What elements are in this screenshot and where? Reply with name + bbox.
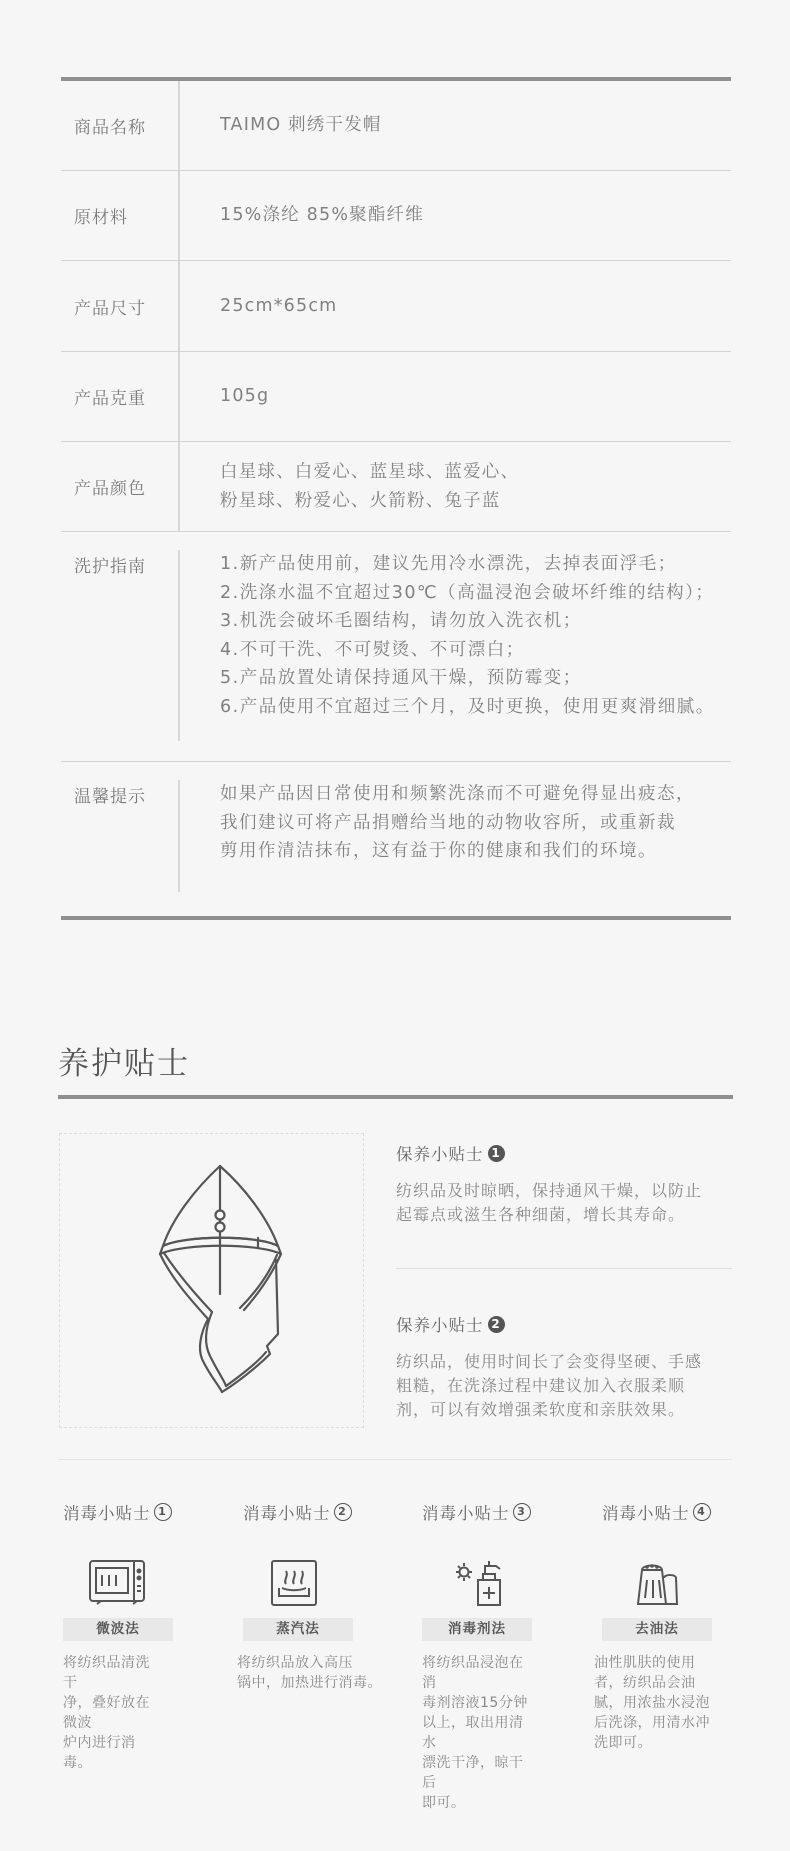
section-divider <box>59 1459 732 1460</box>
disinfect-tip-line: 净，叠好放在微波 <box>63 1695 150 1731</box>
spec-row-care-guide <box>61 532 731 762</box>
care-tip-title-text: 保养小贴士 <box>396 1316 484 1335</box>
care-tip-body <box>396 1350 736 1422</box>
disinfect-tip-line: 即可。 <box>422 1795 466 1811</box>
disinfect-method-tag: 微波法 <box>63 1618 173 1641</box>
spec-value-line: 3.机洗会破坏毛圈结构，请勿放入洗衣机； <box>220 611 582 631</box>
spec-label: 产品颜色 <box>61 442 180 531</box>
spec-value-line: 105g <box>220 386 270 407</box>
spec-value-line: 白星球、白爱心、蓝星球、蓝爱心、 <box>220 462 520 482</box>
number-badge-icon: 1 <box>488 1145 505 1162</box>
spec-row-weight <box>61 352 731 442</box>
disinfect-tip-line: 将纺织品放入高压 <box>237 1655 353 1671</box>
number-badge-icon: 4 <box>693 1503 711 1521</box>
spec-value-line: 25cm*65cm <box>220 295 338 316</box>
spec-row-material <box>61 171 731 261</box>
care-tip-line: 纺织品，使用时间长了会变得坚硬、手感 <box>396 1352 703 1371</box>
disinfect-tip-line: 以上，取出用清水 <box>422 1715 524 1751</box>
spec-label: 产品克重 <box>61 352 180 441</box>
spec-value-line: TAIMO 刺绣干发帽 <box>220 115 382 136</box>
spec-value <box>180 550 731 741</box>
number-badge-icon: 1 <box>154 1503 172 1521</box>
disinfect-tip-body <box>63 1653 163 1773</box>
disinfect-tip-line: 将纺织品浸泡在消 <box>422 1655 524 1691</box>
disinfect-tip-line: 炉内进行消毒。 <box>63 1735 136 1771</box>
disinfect-tip-title <box>602 1500 772 1524</box>
disinfect-method-tag: 蒸汽法 <box>243 1618 353 1641</box>
disinfect-tip-line: 将纺织品清洗干 <box>63 1655 150 1691</box>
disinfect-tip-line: 锅中，加热进行消毒。 <box>237 1675 382 1691</box>
steam-icon <box>269 1558 319 1608</box>
care-tip-title <box>396 1312 736 1336</box>
care-tip-title-text: 保养小贴士 <box>396 1145 484 1164</box>
disinfect-tip-line: 漂洗干净，晾干后 <box>422 1755 524 1791</box>
care-tip-body <box>396 1179 736 1227</box>
disinfect-tip-line: 者，纺织品会油 <box>594 1675 696 1691</box>
spec-value-line: 剪用作清洁抹布，这有益于你的健康和我们的环境。 <box>220 841 657 861</box>
spec-label: 商品名称 <box>61 81 180 170</box>
spec-label: 产品尺寸 <box>61 261 180 351</box>
spec-value <box>180 81 731 170</box>
disinfect-tip-body <box>422 1653 532 1813</box>
care-tip-line: 粗糙，在洗涤过程中建议加入衣服柔顺 <box>396 1376 686 1395</box>
spec-value <box>180 352 731 441</box>
spec-value-line: 4.不可干洗、不可熨烫、不可漂白； <box>220 639 525 660</box>
disinfect-tip-1 <box>63 1500 233 1771</box>
disinfect-tip-title-text: 消毒小贴士 <box>243 1504 331 1523</box>
spec-row-warm-tips <box>61 762 731 916</box>
care-tip-2 <box>396 1312 736 1422</box>
spec-label: 洗护指南 <box>61 550 180 741</box>
disinfect-tip-line: 后洗涤，用清水冲 <box>594 1715 710 1731</box>
disinfect-tip-title-text: 消毒小贴士 <box>422 1504 510 1523</box>
spec-value-line: 我们建议可将产品捐赠给当地的动物收容所，或重新裁 <box>220 812 676 833</box>
spec-value-line: 15%涤纶 85%聚酯纤维 <box>220 205 424 226</box>
spec-row-color <box>61 442 731 532</box>
spec-value-line: 5.产品放置处请保持通风干燥，预防霉变； <box>220 668 582 688</box>
care-tip-line: 剂，可以有效增强柔软度和亲肤效果。 <box>396 1400 686 1419</box>
spec-value-line: 粉星球、粉爱心、火箭粉、兔子蓝 <box>220 490 501 511</box>
number-badge-icon: 2 <box>334 1503 352 1521</box>
care-tip-line: 起霉点或滋生各种细菌，增长其寿命。 <box>396 1205 686 1224</box>
salt-shaker-icon <box>634 1558 680 1608</box>
spec-row-name <box>61 81 731 171</box>
spec-table <box>61 77 731 920</box>
spec-value <box>180 442 731 531</box>
disinfect-method-tag: 去油法 <box>602 1618 712 1641</box>
disinfect-tip-title <box>243 1500 413 1524</box>
disinfect-tip-title-text: 消毒小贴士 <box>63 1504 151 1523</box>
disinfect-tip-title <box>63 1500 233 1524</box>
hair-towel-icon <box>60 1134 365 1429</box>
spec-row-size <box>61 261 731 352</box>
number-badge-icon: 3 <box>513 1503 531 1521</box>
disinfect-tip-line: 洗即可。 <box>594 1735 652 1751</box>
disinfect-method-tag: 消毒剂法 <box>422 1618 532 1641</box>
disinfect-tip-3 <box>422 1500 592 1811</box>
disinfect-tip-title <box>422 1500 592 1524</box>
disinfect-tip-4 <box>594 1500 772 1751</box>
spec-value-line: 2.洗涤水温不宜超过30℃（高温浸泡会破坏纤维的结构）； <box>220 582 715 603</box>
spec-value-line: 如果产品因日常使用和频繁洗涤而不可避免得显出疲态， <box>220 784 695 804</box>
disinfect-tip-body <box>237 1653 387 1693</box>
spec-label: 温馨提示 <box>61 780 180 892</box>
disinfect-tip-body <box>594 1653 714 1753</box>
disinfect-tip-line: 油性肌肤的使用 <box>594 1655 696 1671</box>
spec-value <box>180 171 731 260</box>
disinfect-tip-2 <box>237 1500 413 1691</box>
spec-value <box>180 261 731 351</box>
spec-label: 原材料 <box>61 171 180 260</box>
disinfect-tip-line: 腻，用浓盐水浸泡 <box>594 1695 710 1711</box>
disinfect-tip-line: 毒剂溶液15分钟 <box>422 1695 528 1711</box>
spec-value-line: 6.产品使用不宜超过三个月，及时更换，使用更爽滑细腻。 <box>220 696 715 717</box>
care-tip-divider <box>396 1268 732 1269</box>
care-section-title: 养护贴士 <box>58 1046 190 1082</box>
hair-towel-illustration <box>59 1133 364 1428</box>
care-tip-title <box>396 1141 736 1165</box>
disinfect-tip-title-text: 消毒小贴士 <box>602 1504 690 1523</box>
spec-value-line: 1.新产品使用前，建议先用冷水漂洗，去掉表面浮毛； <box>220 554 677 574</box>
care-tip-line: 纺织品及时晾晒，保持通风干燥，以防止 <box>396 1181 703 1200</box>
care-section-rule <box>58 1095 733 1099</box>
number-badge-icon: 2 <box>488 1316 505 1333</box>
disinfectant-bottle-icon <box>454 1558 504 1608</box>
spec-value <box>180 780 731 892</box>
care-tip-1 <box>396 1141 736 1227</box>
microwave-icon <box>87 1558 147 1606</box>
